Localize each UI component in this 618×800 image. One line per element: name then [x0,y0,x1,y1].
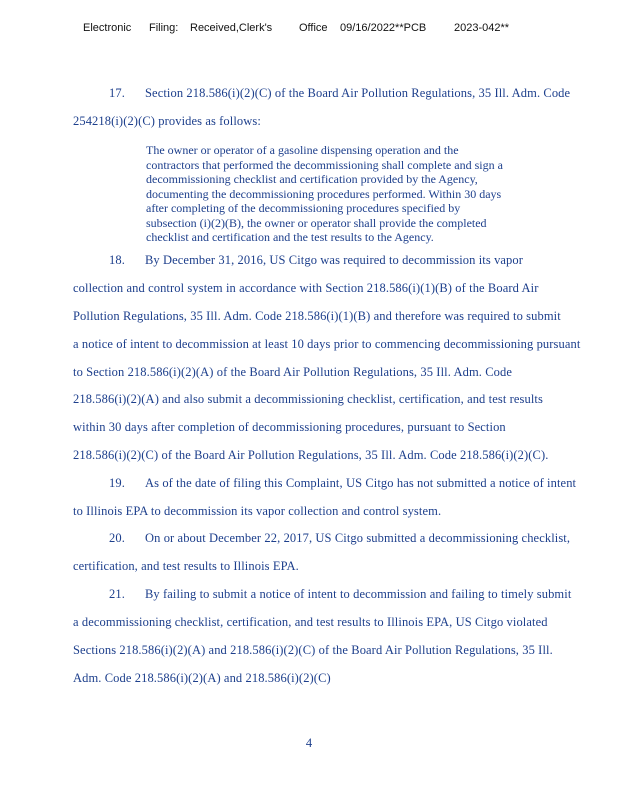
para-19-number: 19. [109,476,125,490]
para-18-line: 218.586(i)(2)(A) and also submit a decommissioning checklist, certification, and test results [73,392,543,406]
para-21-line-1 [109,587,579,603]
header-office: Office [299,22,328,34]
header-date: 09/16/2022**PCB [340,22,427,34]
filing-header [0,22,618,36]
para-17-line-1 [109,86,579,102]
para-21-line: Adm. Code 218.586(i)(2)(A) and 218.586(i)(2)(C) [73,671,331,685]
para-20-text: On or about December 22, 2017, US Citgo submitted a decommissioning checklist, [145,531,571,545]
header-filing: Filing: [149,22,179,34]
para-18-line: 218.586(i)(2)(C) of the Board Air Pollution Regulations, 35 Ill. Adm. Code 218.586(i)(2)(C). [73,448,549,462]
para-20-number: 20. [109,531,125,545]
para-18-line: collection and control system in accordance with Section 218.586(i)(1)(B) of the Board Air [73,281,539,295]
para-21-line: a decommissioning checklist, certification, and test results to Illinois EPA, US Citgo violated [73,615,548,629]
quote-line: contractors that performed the decommissioning shall complete and sign a [146,157,503,172]
para-21-text: By failing to submit a notice of intent to decommission and failing to timely submit [145,587,572,601]
para-19-line-1 [109,476,579,492]
quote-line: documenting the decommissioning procedures performed. Within 30 days [146,186,502,201]
para-18-line: to Section 218.586(i)(2)(A) of the Board Air Pollution Regulations, 35 Ill. Adm. Code [73,365,513,379]
para-21-number: 21. [109,587,125,601]
para-20-line-2: certification, and test results to Illinois EPA. [73,559,299,573]
para-18-text: By December 31, 2016, US Citgo was required to decommission its vapor [145,253,524,267]
header-case: 2023-042** [454,22,510,34]
para-20-line-1 [109,531,579,547]
quote-line: after completing of the decommissioning procedures specified by [146,201,461,215]
para-19-line-2: to Illinois EPA to decommission its vapor collection and control system. [73,504,442,518]
para-17-line-2: 254218(i)(2)(C) provides as follows: [73,114,261,128]
para-17-number: 17. [109,86,125,100]
para-18-line: within 30 days after completion of decommissioning procedures, pursuant to Section [73,420,506,434]
para-18-number: 18. [109,253,125,267]
quote-line: checklist and certification and the test results to the Agency. [146,230,434,244]
quote-line: subsection (i)(2)(B), the owner or operator shall provide the completed [146,215,487,230]
quote-line: decommissioning checklist and certification provided by the Agency, [146,172,478,186]
para-18-line-1 [109,253,569,269]
block-quote [146,143,556,245]
page-number: 4 [305,736,313,750]
para-18-line: a notice of intent to decommission at least 10 days prior to commencing decommissioning pursuant [73,337,581,351]
para-18-line: Pollution Regulations, 35 Ill. Adm. Code 218.586(i)(1)(B) and therefore was required to submit [73,309,561,323]
header-received: Received,Clerk's [190,22,273,34]
quote-line: The owner or operator of a gasoline dispensing operation and the [146,143,459,157]
para-21-line: Sections 218.586(i)(2)(A) and 218.586(i)(2)(C) of the Board Air Pollution Regulations, 35 Ill. [73,643,553,657]
para-17-text: Section 218.586(i)(2)(C) of the Board Air Pollution Regulations, 35 Ill. Adm. Code [145,86,571,100]
header-electronic: Electronic [83,22,132,34]
para-19-text: As of the date of filing this Complaint, US Citgo has not submitted a notice of intent [145,476,577,490]
